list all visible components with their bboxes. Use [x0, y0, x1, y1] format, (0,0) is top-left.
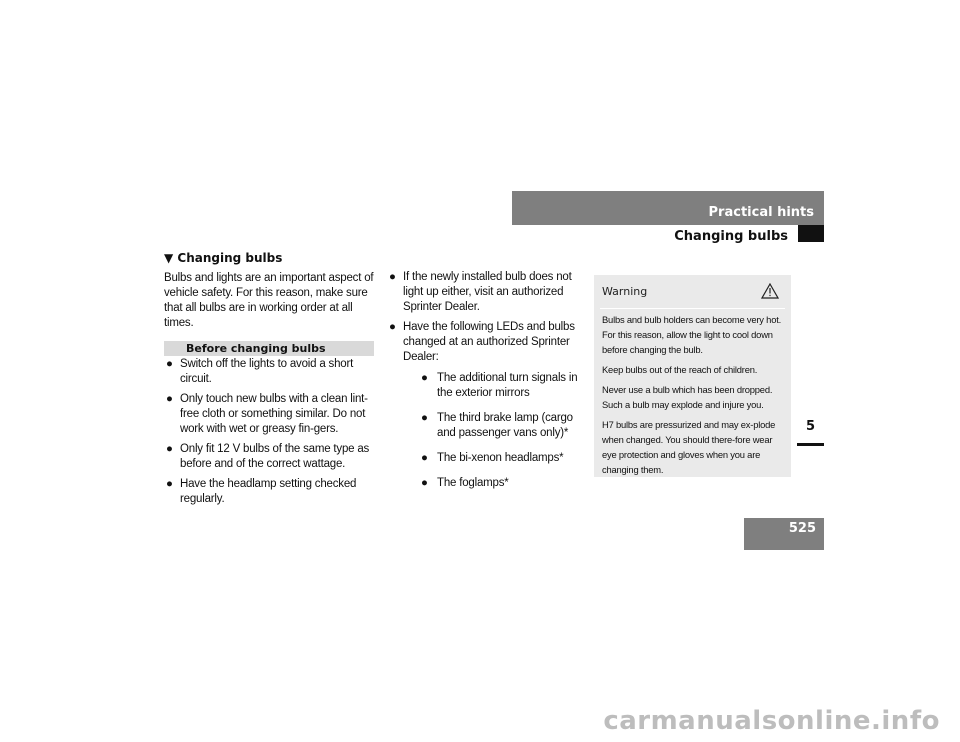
- header-subtitle: Changing bulbs: [674, 229, 788, 244]
- list-item: ● Have the headlamp setting checked regularly.: [166, 478, 357, 505]
- column-middle: [387, 270, 583, 501]
- nested-list-item: ● The third brake lamp (cargo and passenger vans only)*: [421, 412, 573, 439]
- column-left: [164, 251, 374, 512]
- warning-title: Warning: [602, 285, 648, 298]
- section-heading-text: Changing bulbs: [177, 251, 283, 265]
- header-block: [798, 225, 824, 242]
- page-number-box: [744, 518, 824, 550]
- nested-list-item: ● The additional turn signals in the exterior mirrors: [421, 372, 578, 399]
- warning-triangle-icon: [761, 283, 779, 299]
- warning-paragraph: Never use a bulb which has been dropped. Such a bulb may explode and injure you.: [602, 384, 773, 410]
- dealer-list: [387, 270, 583, 491]
- intro-paragraph: Bulbs and lights are an important aspect of vehicle safety. For this reason, make sure that all bulbs are in working order at all times.: [164, 272, 374, 329]
- list-item: ● Have the following LEDs and bulbs changed at an authorized Sprinter Dealer: ● The additional turn signals in the exterior mirrors ● The third brake lamp (cargo and passenger vans only)* ● The bi-xenon headlamps* ● The foglamps*: [387, 320, 583, 491]
- header-title: Practical hints: [708, 205, 814, 220]
- header-band: [512, 191, 824, 225]
- warning-paragraph: Keep bulbs out of the reach of children.: [602, 364, 758, 375]
- warning-paragraph: H7 bulbs are pressurized and may ex-plode when changed. You should there-fore wear eye protection and gloves when you are changing them.: [602, 419, 776, 475]
- nested-list-item: ● The bi-xenon headlamps*: [421, 452, 564, 464]
- watermark: carmanualsonline.info: [603, 706, 940, 736]
- nested-list: [403, 371, 583, 491]
- nested-list-item: ● The foglamps*: [421, 477, 509, 489]
- warning-body: [602, 312, 786, 482]
- list-item: ● If the newly installed bulb does not light up either, visit an authorized Sprinter Dealer.: [389, 271, 572, 313]
- list-item: ● Only touch new bulbs with a clean lint-free cloth or something similar. Do not work with wet or greasy fin-gers.: [166, 393, 368, 435]
- list-item: ● Switch off the lights to avoid a short circuit.: [166, 358, 354, 385]
- page-number: 525: [788, 521, 816, 536]
- list-item: ● Only fit 12 V bulbs of the same type as before and of the correct wattage.: [166, 443, 370, 470]
- section-marker: ▼: [164, 251, 174, 265]
- subsection-heading: Before changing bulbs: [164, 341, 374, 356]
- before-changing-list: [164, 357, 374, 507]
- warning-box: [594, 275, 791, 477]
- section-heading: [164, 251, 374, 266]
- warning-divider: [600, 308, 785, 309]
- chapter-tab: 5: [797, 419, 824, 446]
- warning-paragraph: Bulbs and bulb holders can become very hot. For this reason, allow the light to cool down before changing the bulb.: [602, 314, 782, 355]
